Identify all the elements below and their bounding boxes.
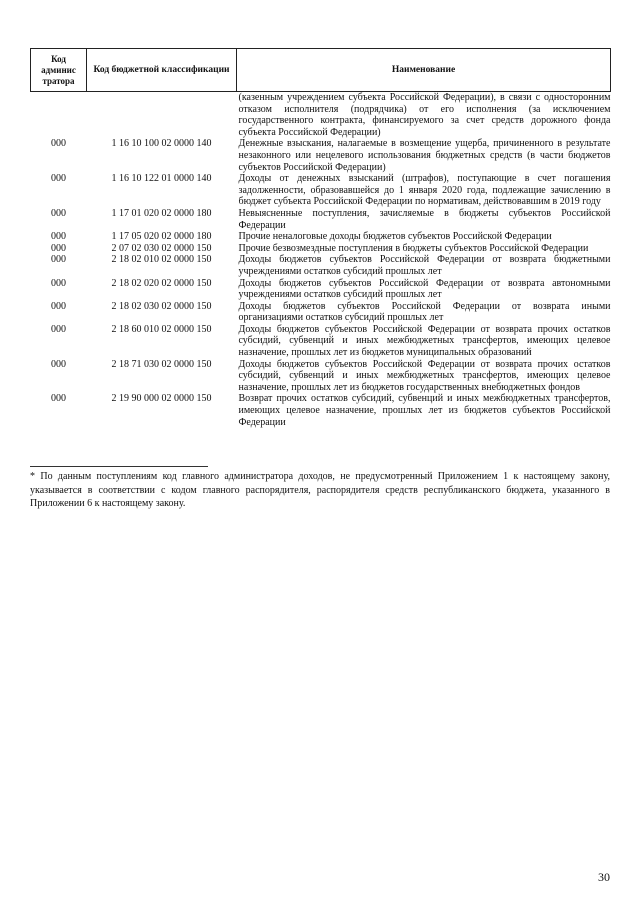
table-body [31, 92, 611, 429]
cell-kbk-code: 2 18 02 010 02 0000 150 [111, 254, 212, 266]
cell-name: Прочие неналоговые доходы бюджетов субъектов Российской Федерации [238, 231, 552, 243]
table-row [31, 359, 611, 394]
cell-admin-code: 000 [51, 323, 66, 335]
header-kbk-code: Код бюджетной классификации [87, 49, 237, 92]
table-row [31, 254, 611, 277]
table-row [31, 278, 611, 301]
cell-kbk-code: 1 16 10 122 01 0000 140 [111, 173, 212, 185]
cell-name: Прочие безвозмездные поступления в бюджеты субъектов Российской Федерации [238, 242, 589, 254]
header-admin-code: Код админис тратора [31, 49, 87, 92]
table-row [31, 301, 611, 324]
cell-admin-code: 000 [51, 173, 66, 185]
table-row [31, 393, 611, 428]
cell-admin-code [31, 92, 87, 139]
table-row [31, 324, 611, 359]
cell-kbk-code: 2 18 02 030 02 0000 150 [111, 300, 212, 312]
cell-kbk-code: 1 16 10 100 02 0000 140 [111, 138, 212, 150]
footnote-divider [30, 466, 208, 467]
revenue-codes-table [30, 48, 611, 428]
cell-admin-code: 000 [51, 358, 66, 370]
cell-kbk-code: 2 18 71 030 02 0000 150 [111, 358, 212, 370]
cell-name: Доходы бюджетов субъектов Российской Федерации от возврата прочих остатков субсидий, субвенций и иных межбюджетных трансфертов, имеющих целевое назначение, прошлых лет из бюджетов государственных внебюджетных фондов [238, 358, 611, 393]
cell-admin-code: 000 [51, 254, 66, 266]
table-row [31, 92, 611, 139]
cell-kbk-code: 1 17 05 020 02 0000 180 [111, 231, 212, 243]
table-row [31, 243, 611, 255]
cell-admin-code: 000 [51, 277, 66, 289]
cell-admin-code: 000 [51, 393, 66, 405]
table-row [31, 208, 611, 231]
cell-kbk-code: 2 18 02 020 02 0000 150 [111, 277, 212, 289]
footnote-text: * По данным поступлениям код главного администратора доходов, не предусмотренный Приложением 1 к настоящему закону, указывается в соответствии с кодом главного распорядителя, распорядителя средств республиканского бюджета, указанного в Приложении 6 к настоящему закону. [30, 471, 610, 509]
cell-kbk-code: 1 17 01 020 02 0000 180 [111, 207, 212, 219]
cell-name: (казенным учреждением субъекта Российской Федерации), в связи с односторонним отказом исполнителя (подрядчика) от его исполнения (за исключением государственного контракта, финансируемого за счет средств дорожного фонда субъекта Российской Федерации) [238, 92, 611, 138]
cell-name: Денежные взыскания, налагаемые в возмещение ущерба, причиненного в результате незаконного или нецелевого использования бюджетных средств (в части бюджетов субъектов Российской Федерации) [238, 138, 611, 173]
cell-kbk-code: 2 07 02 030 02 0000 150 [111, 242, 212, 254]
table-header [31, 49, 611, 92]
cell-name: Доходы бюджетов субъектов Российской Федерации от возврата иными организациями остатков субсидий прошлых лет [238, 300, 611, 324]
page-number: 30 [598, 870, 610, 884]
cell-admin-code: 000 [51, 138, 66, 150]
cell-name: Доходы бюджетов субъектов Российской Федерации от возврата прочих остатков субсидий, субвенций и иных межбюджетных трансфертов, имеющих целевое назначение, прошлых лет из бюджетов муниципальных образований [238, 323, 611, 359]
cell-kbk-code: 2 18 60 010 02 0000 150 [111, 323, 212, 335]
cell-admin-code: 000 [51, 231, 66, 243]
cell-name: Возврат прочих остатков субсидий, субвенций и иных межбюджетных трансфертов, имеющих целевое назначение, прошлых лет из бюджетов субъектов Российской Федерации [238, 393, 611, 428]
cell-name: Доходы от денежных взысканий (штрафов), поступающие в счет погашения задолженности, образовавшейся до 1 января 2020 года, подлежащие зачислению в бюджет субъекта Российской Федерации по нормативам, действовавшим в 2019 году [238, 173, 611, 208]
cell-admin-code: 000 [51, 242, 66, 254]
cell-name: Невыясненные поступления, зачисляемые в бюджеты субъектов Российской Федерации [238, 207, 611, 231]
cell-admin-code: 000 [51, 207, 66, 219]
cell-name: Доходы бюджетов субъектов Российской Федерации от возврата бюджетными учреждениями остатков субсидий прошлых лет [238, 254, 611, 277]
cell-name: Доходы бюджетов субъектов Российской Федерации от возврата автономными учреждениями остатков субсидий прошлых лет [238, 277, 611, 301]
cell-kbk-code [87, 92, 237, 139]
cell-admin-code: 000 [51, 300, 66, 312]
table-row [31, 231, 611, 243]
cell-kbk-code: 2 19 90 000 02 0000 150 [111, 393, 212, 405]
table-row [31, 173, 611, 208]
table-row [31, 138, 611, 173]
header-name: Наименование [237, 49, 611, 92]
